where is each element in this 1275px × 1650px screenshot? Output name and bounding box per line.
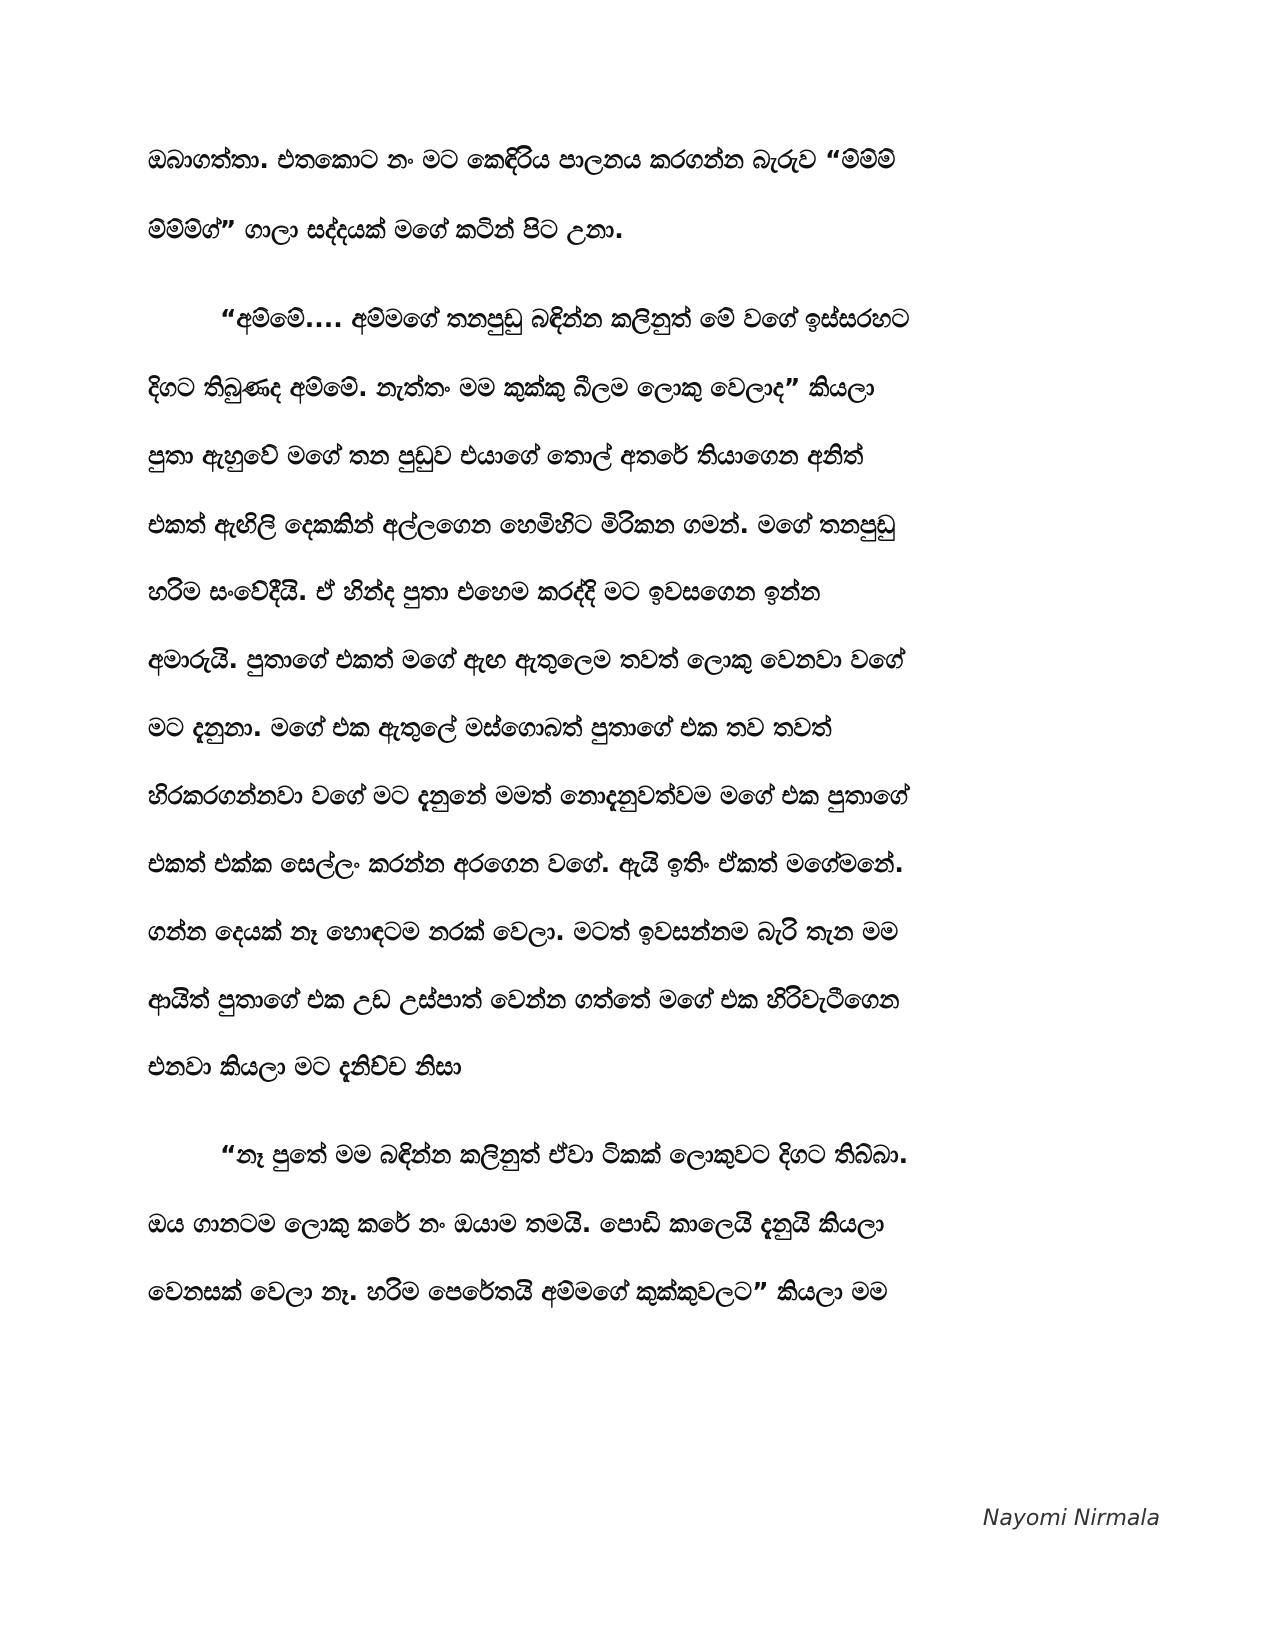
text-line: අමාරුයි. පුතාගේ එකත් මගේ ඇඟ ඇතුලෙම තවත් ලොකු වෙනවා වගේ [148,645,904,674]
author-signature: Nayomi Nirmala [982,1506,1160,1531]
text-line: ආයිත් පුතාගේ එක උඩ උස්පාත් වෙන්න ගත්තේ මගේ එක හිරිවැටීගෙන [148,985,900,1014]
text-line: එකත් ඇඟිලි දෙකකින් අල්ලගෙන හෙමිහිට මිරිකන ගමන්. මගේ තනපුඩු [148,510,896,539]
text-line: පුතා ඇහුවේ මගේ තන පුඩුව එයාගේ තොල් අතරේ තියාගෙන අනිත් [148,441,864,470]
paragraph-start-line: “අම්මේ.... අම්මගේ තනපුඩු බඳින්න කලිනුත් මේ වගේ ඉස්සරහට [220,304,910,333]
text-line: ඔබාගත්තා. එතකොට නං මට කෙඳිරිය පාලනය කරගන්න බැරුව “ම්ම්ම් [148,145,896,174]
text-line: ම්ම්ම්ග්” ගාලා සද්දයක් මගේ කටින් පිට උනා. [148,215,624,244]
text-line: වෙනසක් වෙලා නෑ. හරිම පෙරේතයි අම්මගේ කුක්කුවලට” කියලා මම [148,1277,888,1306]
text-line: එනවා කියලා මට දැනිච්ච නිසා [148,1052,462,1081]
text-line: හිරකරගන්නවා වගේ මට දැනුනේ මමත් නොදැනුවත්වම මගේ එක පුතාගේ [148,781,908,810]
text-line: ඔය ගානටම ලොකු කරේ නං ඔයාම තමයි. පොඩි කාලෙයි දැනුයි කියලා [148,1209,885,1238]
text-line: දිගට තිබුණද අම්මේ. නැත්තං මම කුක්කු බීලම ලොකු වෙලාද” කියලා [148,373,875,402]
text-line: හරිම සංවේදීයි. ඒ හින්ද පුතා එහෙම කරද්දි මට ඉවසගෙන ඉන්න [148,577,821,606]
paragraph-start-line: “නෑ පුතේ මම බඳින්න කලිනුත් ඒවා ටිකක් ලොකුවට දිගට තිබ්බා. [220,1140,909,1169]
text-line: ගන්න දෙයක් නෑ හොඳටම නරක් වෙලා. මටත් ඉවසන්නම බැරි තැන මම [148,917,899,946]
text-line: එකත් එක්ක සෙල්ලං කරන්න අරගෙන වගේ. ඇයි ඉතිං ඒකත් මගේමනේ. [148,849,904,878]
text-line: මට දැනුනා. මගේ එක ඇතුලේ මස්ගොබත් පුතාගේ එක තව තවත් [148,713,832,742]
